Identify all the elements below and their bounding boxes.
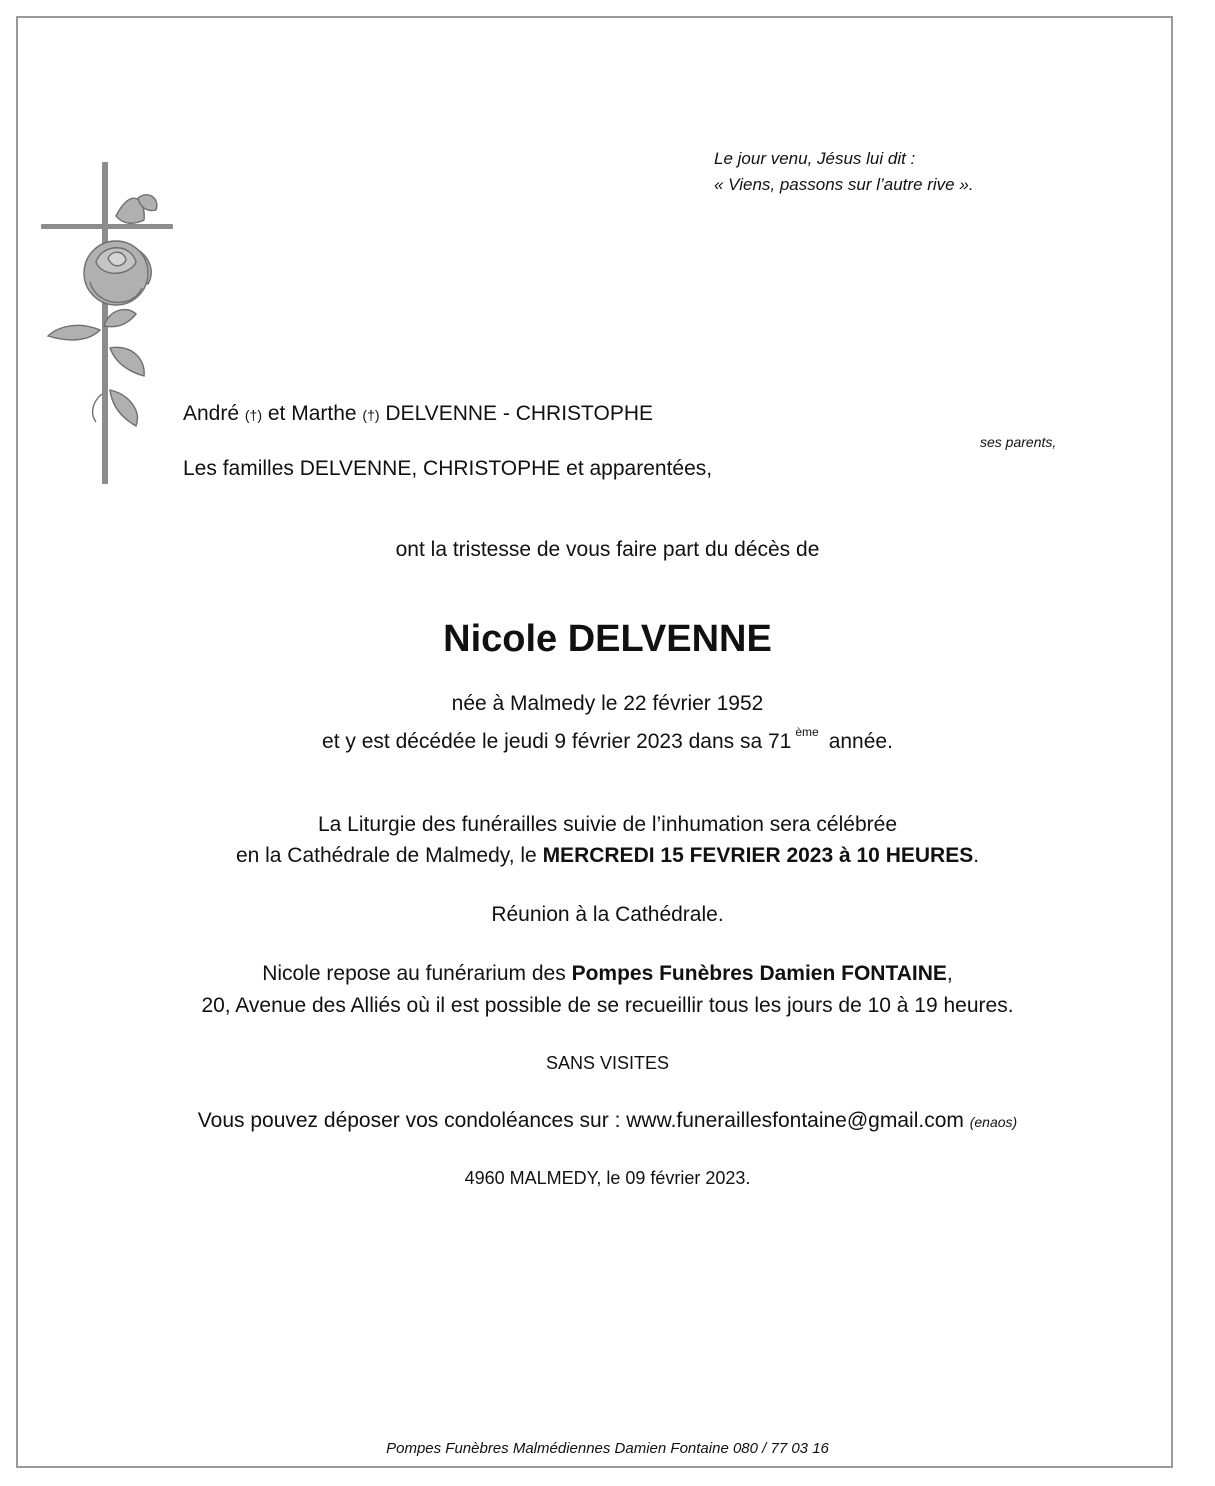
death-line — [0, 725, 1215, 754]
parents-role: ses parents, — [980, 434, 1057, 450]
dagger-2: (†) — [362, 407, 380, 423]
funeral-home-name: Pompes Funèbres Damien FONTAINE — [571, 962, 947, 985]
bible-quote — [714, 146, 974, 198]
repose-line-2: 20, Avenue des Alliés où il est possible de se recueillir tous les jours de 10 à 19 heures. — [201, 994, 1014, 1017]
repose-pre: Nicole repose au funérarium des — [262, 962, 572, 985]
death-ordinal-suffix: ème — [795, 725, 819, 739]
deceased-name: Nicole DELVENNE — [443, 618, 772, 660]
parents-surname: DELVENNE - CHRISTOPHE — [385, 402, 653, 425]
announcement: ont la tristesse de vous faire part du décès de — [395, 538, 820, 561]
death-text: et y est décédée le jeudi 9 février 2023 dans sa 71 — [322, 730, 792, 753]
birth-line: née à Malmedy le 22 février 1952 — [451, 692, 764, 715]
liturgy-date: MERCREDI 15 FEVRIER 2023 à 10 HEURES — [542, 844, 974, 867]
cross-rose-illustration — [38, 158, 178, 488]
parent-name-1: André — [183, 402, 240, 425]
reunion-line: Réunion à la Cathédrale. — [491, 903, 724, 926]
death-tail: année. — [828, 730, 893, 753]
condolences-note: (enaos) — [969, 1114, 1018, 1130]
quote-line-2: « Viens, passons sur l’autre rive ». — [714, 175, 974, 194]
footer-contact: Pompes Funèbres Malmédiennes Damien Fontaine 080 / 77 03 16 — [386, 1440, 829, 1457]
parents-line — [183, 402, 653, 426]
liturgy-post: . — [973, 844, 980, 867]
liturgy-pre: en la Cathédrale de Malmedy, le — [235, 844, 543, 867]
parent-conj: et Marthe — [267, 402, 357, 425]
condolences-line — [0, 1109, 1215, 1133]
liturgy-line-2 — [0, 844, 1215, 868]
dagger-1: (†) — [244, 407, 263, 423]
liturgy-line-1: La Liturgie des funérailles suivie de l’inhumation sera célébrée — [317, 813, 897, 836]
place-date: 4960 MALMEDY, le 09 février 2023. — [464, 1168, 751, 1188]
condolences-text: Vous pouvez déposer vos condoléances sur : www.funeraillesfontaine@gmail.com — [197, 1109, 964, 1132]
repose-line-1 — [0, 962, 1215, 986]
repose-post: , — [946, 962, 953, 985]
no-visits: SANS VISITES — [545, 1053, 670, 1073]
quote-line-1: Le jour venu, Jésus lui dit : — [714, 149, 916, 168]
families-line: Les familles DELVENNE, CHRISTOPHE et apparentées, — [183, 457, 713, 480]
